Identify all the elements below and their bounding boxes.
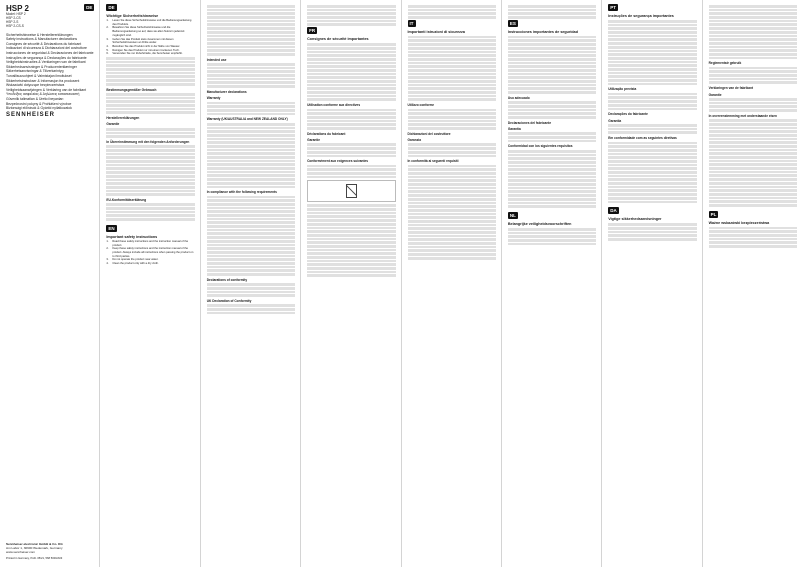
product-name: HSP 2	[6, 4, 29, 13]
subsection-title: Conformidad con los siguientes requisitos	[507, 144, 573, 149]
index-item: Sikkerhetsinstrukser & Informasjon fra produsent	[6, 78, 80, 83]
index-item: Turvallisuusohjeet & Valmistajan ilmoitukset	[6, 73, 72, 78]
subsection-title: Garantia	[608, 118, 622, 123]
subsection-title: Uso adecuado	[507, 95, 530, 100]
subsection-title: Herstellererklärungen	[106, 116, 140, 121]
section-title: Importanti istruzioni di sicurezza	[407, 29, 465, 34]
column-es	[502, 0, 602, 567]
list-item: 1. Read these safety instructions and the instruction manual of the product.	[106, 239, 189, 247]
column-it	[402, 0, 502, 567]
subsection-title: Warranty	[206, 96, 221, 101]
subsection-title: Utilizzo conforme	[407, 103, 435, 108]
language-tag: ES	[509, 20, 516, 26]
list-item: 5. Reinigen Sie das Produkt nur mit einem trockenen Tuch.	[106, 48, 180, 52]
subsection-title: Déclarations du fabricant	[307, 131, 346, 136]
subsection-title: In compliance with the following requirements	[206, 190, 277, 195]
subsection-title: Em conformidade com as seguintes diretivas	[608, 136, 677, 141]
subsection-title: In conformità ai seguenti requisiti	[407, 159, 459, 164]
list-item: 6. Verwenden Sie nur Zubehörteile, die Sennheiser empfiehlt.	[106, 52, 183, 56]
column-pt	[602, 0, 702, 567]
subsection-title: Bestimmungsgemäßer Gebrauch	[106, 87, 157, 92]
column-en	[201, 0, 301, 567]
model-item: HSP 2-CS-S	[6, 23, 24, 28]
model-item: HSP 2-CS	[6, 15, 21, 20]
index-item: Güvenlik talimatları & Üretici beyanları	[6, 96, 64, 101]
list-item: 4. Betreiben Sie das Produkt nicht in der Nähe von Wasser.	[106, 44, 181, 48]
imprint	[6, 536, 100, 561]
list-item: 3. Geben Sie das Produkt stets zusammen mit diesen Sicherheitshinweisen an Dritte weiter.	[106, 37, 174, 45]
section-title: Instrucciones importantes de seguridad	[507, 29, 578, 34]
subsection-title: Conformément aux exigences suivantes	[307, 159, 369, 164]
language-tag: DE	[86, 5, 93, 10]
section-title: Vigtige sikkerhedsanvisninger	[608, 217, 662, 222]
index-item: Sikkerhedsanvisninger & Producenterklæringer	[6, 64, 77, 69]
company-address: Am Labor 1, 30900 Wedemark, Germany	[6, 545, 63, 550]
index-item: Wskazówki dotyczące bezpieczeństwa	[6, 83, 65, 88]
index-item: Indicazioni di sicurezza & Dichiarazioni del costruttore	[6, 46, 87, 51]
index-item: Säkerhetsanvisningar & Tillverkarintyg	[6, 69, 64, 74]
index-item: Υποδείξεις ασφαλείας & Δηλώσεις κατασκευαστή	[6, 92, 80, 97]
subsection-title: Declaraciones del fabricante	[507, 120, 552, 125]
brand-logo: SENNHEISER	[6, 111, 56, 118]
subsection-title: Dichiarazioni del costruttore	[407, 131, 451, 136]
language-tag: PL	[710, 211, 717, 217]
index-item: Veiligheidsaanwijzingen & Verklaring van de fabrikant	[6, 87, 87, 92]
subsection-title: Garanzia	[407, 138, 421, 143]
model-list	[6, 13, 29, 29]
subsection-title: Manufacturer declarations	[206, 89, 247, 94]
index-item: Consignes de sécurité & Déclarations du fabricant	[6, 41, 82, 46]
subsection-title: UK Declaration of Conformity	[206, 298, 252, 303]
section-title: Belangrijke veiligheidsvoorschriften	[507, 221, 572, 226]
printed-note: Printed in Germany, Publ. 05/21, 568 5000/A03	[6, 557, 63, 561]
list-item: 1. Lesen Sie diese Sicherheitshinweise und die Bedienungsanleitung des Produkts.	[106, 19, 192, 26]
section-title: Wichtige Sicherheitshinweise	[106, 14, 159, 18]
section-title: Consignes de sécurité importantes	[307, 37, 369, 42]
language-tag: FR	[309, 28, 316, 34]
subsection-title: Utilisation conforme aux directives	[307, 103, 361, 108]
section-title: Ważne wskazówki bezpieczeństwa	[708, 220, 770, 225]
list-item: 3. Do not operate the product near water.	[106, 258, 159, 262]
weee-symbol	[307, 180, 395, 202]
subsection-title: In Übereinstimmung mit den folgenden Anforderungen	[106, 139, 190, 144]
subsection-title: Verklaringen van de fabrikant	[708, 86, 754, 91]
language-tag: PT	[610, 5, 617, 10]
list-item: 2. Bewahren Sie diese Sicherheitshinweise und die Bedienungsanleitung so auf, dass sie allen Nutzern jederzeit zugänglich sind.	[106, 26, 185, 37]
column-nl	[703, 0, 802, 567]
company-name: Sennheiser electronic GmbH & Co. KG	[6, 541, 63, 546]
language-tag: NL	[509, 212, 516, 218]
column-fr	[301, 0, 401, 567]
subsection-title: In overeenstemming met onderstaande eisen	[708, 113, 778, 118]
subsection-title: Intended use	[206, 57, 227, 62]
section-title: Instruções de segurança importantes	[608, 14, 674, 18]
model-item: HSP 2-S	[6, 19, 19, 24]
model-item: Model: HSP 2	[6, 12, 26, 16]
list-item: 2. Keep these safety instructions and the instruction manual of the product. Always include all instructions when passing the product on to third parties.	[106, 247, 194, 258]
company-url[interactable]: www.sennheiser.com	[6, 550, 36, 555]
subsection-title: Garantie	[307, 138, 321, 143]
language-index	[6, 33, 94, 111]
column-de-en	[100, 0, 200, 567]
subsection-title: EU-Konformitätserklärung	[106, 197, 147, 202]
index-item: Instrucciones de seguridad & Declaraciones del fabricante	[6, 51, 94, 55]
language-tag: IT	[409, 20, 414, 26]
index-item: Safety instructions & Manufacturer declarations	[6, 37, 78, 42]
language-tag: DA	[610, 208, 617, 214]
section-title: Important safety instructions	[106, 234, 158, 239]
list-item: 4. Clean the product only with a dry cloth.	[106, 262, 159, 266]
index-item: Veiligheidsinstructies & Verklaringen van de fabrikant	[6, 60, 86, 65]
language-tag: DE	[108, 5, 115, 10]
subsection-title: Utilização prevista	[608, 87, 637, 92]
subsection-title: Declarações do fabricante	[608, 112, 648, 117]
subsection-title: Garantie	[106, 122, 120, 127]
subsection-title: Reglementair gebruik	[708, 61, 742, 66]
language-tag: EN	[108, 225, 115, 231]
index-item: Instruções de segurança & Declarações do fabricante	[6, 55, 87, 60]
weee-bin-icon	[346, 184, 357, 198]
subsection-title: Declarations of conformity	[206, 277, 248, 282]
index-item: Biztonsági előírások & Gyártói nyilatkozatok	[6, 106, 72, 111]
subsection-title: Warranty (UK/AUSTRALIA and NEW ZEALAND ONLY)	[206, 117, 288, 122]
index-item: Bezpečnostní pokyny & Prohlášení výrobce	[6, 101, 72, 106]
cover-column	[0, 0, 100, 567]
subsection-title: Garantía	[507, 127, 521, 131]
subsection-title: Garantie	[708, 92, 722, 97]
index-item: Sicherheitshinweise & Herstellererklärungen	[6, 32, 73, 37]
